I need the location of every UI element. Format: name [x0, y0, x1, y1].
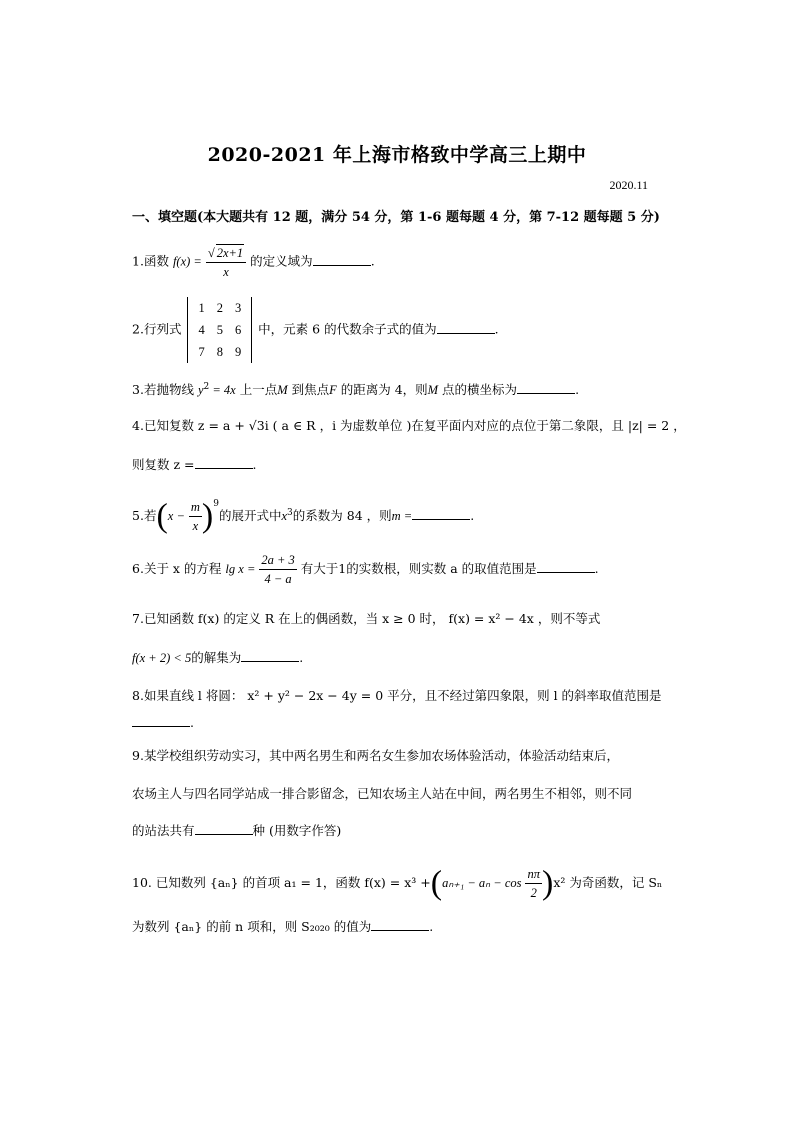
- question-2: [132, 297, 499, 363]
- matrix-cell: 7: [198, 345, 205, 359]
- matrix-cell: 3: [234, 301, 242, 315]
- question-text: 的展开式中: [218, 508, 282, 523]
- math-expression: x −: [167, 509, 185, 523]
- question-text: 的定义域为: [250, 253, 313, 269]
- question-text: 若抛物线: [143, 382, 194, 398]
- period: .: [429, 919, 434, 934]
- period: .: [252, 457, 257, 472]
- question-number: 6.: [132, 561, 144, 576]
- answer-blank[interactable]: [371, 918, 429, 931]
- math-expression: lg x =: [225, 562, 256, 576]
- question-text: 点的横坐标为: [438, 382, 518, 398]
- answer-blank[interactable]: [313, 253, 371, 266]
- answer-blank[interactable]: [537, 560, 595, 573]
- period: .: [575, 382, 580, 398]
- fraction-denominator: x: [192, 519, 199, 533]
- question-text: 则复数 z =: [132, 457, 195, 472]
- question-text: 关于 x 的方程: [143, 561, 222, 576]
- period: .: [494, 321, 499, 337]
- math-variable: M: [277, 383, 288, 398]
- question-text: 的距离为 4，则: [336, 382, 428, 398]
- question-number: 1.: [132, 253, 144, 269]
- question-9-line3: [132, 822, 341, 840]
- matrix-cell: 1: [198, 301, 205, 315]
- math-expression: y: [197, 383, 204, 398]
- fraction-numerator: m: [189, 499, 202, 517]
- matrix-cell: 8: [216, 345, 223, 359]
- question-text: 中，元素 6 的代数余子式的值为: [258, 321, 437, 337]
- question-6: [132, 552, 599, 587]
- answer-blank[interactable]: [132, 714, 190, 727]
- question-text: 农场主人与四名同学站成一排合影留念，已知农场主人站在中间，两名男生不相邻，则不同: [132, 786, 633, 801]
- matrix-cell: 4: [198, 323, 205, 337]
- question-number: 8.: [132, 688, 144, 703]
- question-text: 如果直线 l 将圆： x² + y² − 2x − 4y = 0 平分，且不经过第四象限，则 l 的斜率取值范围是: [143, 688, 662, 703]
- matrix-cell: 9: [234, 345, 242, 359]
- math-expression: m =: [391, 509, 413, 523]
- question-text: x² 为奇函数，记 Sₙ: [553, 875, 663, 890]
- question-text: 有大于1的实数根，则实数 a 的取值范围是: [300, 561, 537, 576]
- question-1: [132, 244, 375, 280]
- fraction-numerator: nπ: [525, 866, 542, 884]
- question-text: 到焦点: [287, 382, 330, 398]
- question-4-cont: [132, 456, 257, 474]
- question-9: [132, 747, 619, 765]
- period: .: [370, 253, 375, 269]
- question-5: 5.若(x − $\frac{m}{x}$ )$^9$的展开式中$x^3$的系数为 84 ，则m = .: [132, 497, 475, 535]
- answer-blank[interactable]: [517, 381, 575, 394]
- question-text: 的站法共有: [132, 823, 195, 838]
- fraction-numerator: 2x+1: [216, 246, 244, 260]
- math-expression: f(x + 2) < 5: [132, 651, 192, 665]
- question-number: 5.: [132, 508, 144, 523]
- question-number: 3.: [132, 382, 144, 398]
- fraction-denominator: 4 − a: [264, 572, 292, 586]
- math-variable: x: [281, 509, 288, 523]
- answer-blank[interactable]: [195, 822, 253, 835]
- question-8-cont: [132, 714, 194, 732]
- exam-date: 2020.11: [609, 178, 648, 192]
- math-variable: F: [329, 383, 337, 398]
- period: .: [594, 561, 599, 576]
- question-text: 已知数列 {aₙ} 的首项 a₁ = 1，函数 f(x) = x³ +: [155, 875, 431, 890]
- fraction: [525, 866, 542, 901]
- question-text: 函数: [143, 253, 169, 269]
- answer-blank[interactable]: [195, 456, 253, 469]
- question-number: 7.: [132, 611, 144, 626]
- question-text: 为数列 {aₙ} 的前 n 项和，则 S₂₀₂₀ 的值为: [132, 919, 372, 934]
- section-header: 一、填空题(本大题共有 12 题，满分 54 分，第 1-6 题每题 4 分，第 7-12 题每题 5 分): [132, 210, 660, 225]
- question-text: 已知复数 z = a + √3i ( a ∈ R ，i 为虚数单位 )在复平面内对应的点位于第二象限，且 |z| = 2 ，: [143, 418, 686, 433]
- question-7-cont: [132, 649, 303, 667]
- question-text: 的系数为 84 ，则: [292, 508, 392, 523]
- exponent: 9: [213, 499, 219, 509]
- fraction: $\frac{√ 2x+1}{x}$: [206, 244, 246, 280]
- period: .: [190, 715, 194, 730]
- fraction-denominator: x: [223, 265, 229, 279]
- question-text: 种 (用数字作答): [252, 823, 342, 838]
- matrix-cell: 5: [216, 323, 223, 337]
- answer-blank[interactable]: [412, 507, 470, 520]
- question-9-line2: [132, 785, 632, 803]
- superscript: 3: [287, 507, 293, 518]
- fraction-numerator: 2a + 3: [259, 552, 296, 570]
- matrix-cell: 2: [216, 301, 223, 315]
- question-text: 已知函数 f(x) 的定义 R 在上的偶函数，当 x ≥ 0 时， f(x) = x² − 4x ，则不等式: [143, 611, 601, 626]
- question-10: 10. 已知数列 {aₙ} 的首项 a₁ = 1，函数 f(x) = x³ +(aₙ₊₁ − aₙ − cos $\frac{n\pi}{2}$ )x² 为奇函数，记 Sₙ: [132, 864, 663, 902]
- question-10-cont: [132, 918, 433, 936]
- question-text: 行列式: [143, 321, 182, 337]
- question-4: [132, 417, 686, 435]
- math-expression: = 4x: [209, 383, 236, 398]
- fraction: [259, 552, 296, 587]
- answer-blank[interactable]: [241, 649, 299, 662]
- question-3: [132, 378, 579, 399]
- question-text: 某学校组织劳动实习，其中两名男生和两名女生参加农场体验活动，体验活动结束后，: [143, 748, 619, 763]
- question-text: 若: [143, 508, 157, 523]
- question-8: [132, 687, 662, 705]
- question-number: 2.: [132, 321, 144, 337]
- question-number: 10.: [132, 875, 152, 890]
- matrix-cell: 6: [234, 323, 242, 337]
- fraction: [189, 499, 202, 534]
- superscript: 2: [203, 382, 210, 392]
- math-expression: f(x) =: [172, 254, 202, 269]
- question-number: 4.: [132, 418, 144, 433]
- period: .: [470, 508, 475, 523]
- period: .: [299, 650, 304, 665]
- page-title: 2020-2021 年上海市格致中学高三上期中: [207, 144, 587, 166]
- answer-blank[interactable]: [437, 321, 495, 334]
- determinant: [187, 297, 252, 363]
- fraction-denominator: 2: [530, 886, 537, 900]
- question-7: [132, 610, 600, 628]
- question-text: 的解集为: [191, 650, 242, 665]
- math-expression: aₙ₊₁ − aₙ − cos: [442, 876, 522, 890]
- question-number: 9.: [132, 748, 144, 763]
- math-variable: M: [427, 383, 439, 398]
- question-text: 上一点: [235, 382, 278, 398]
